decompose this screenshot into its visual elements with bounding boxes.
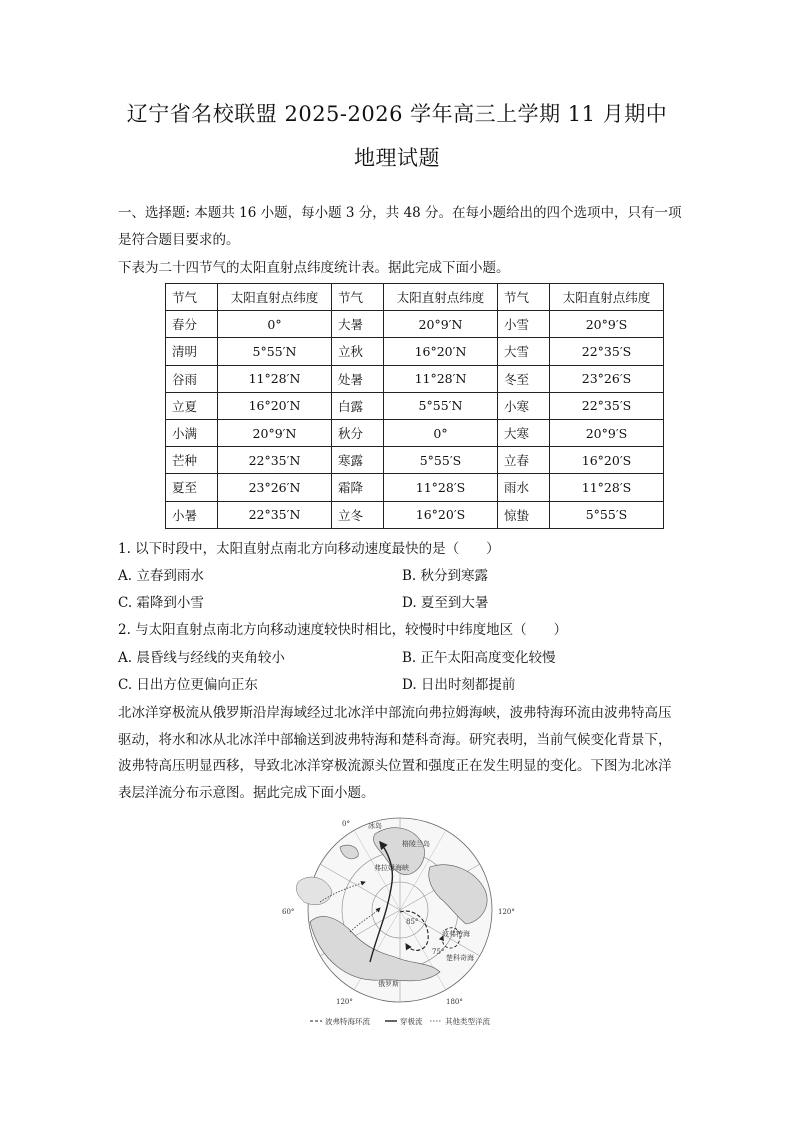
table-cell: 谷雨 <box>166 365 218 392</box>
lat-85-label: 85° <box>406 918 419 926</box>
header-cell: 节气 <box>166 284 218 311</box>
table-cell: 5°55′N <box>218 338 332 365</box>
table-cell: 白露 <box>332 392 384 419</box>
q1-option-d[interactable]: D. 夏至到大暑 <box>402 595 489 611</box>
header-cell: 节气 <box>498 284 550 311</box>
table-cell: 22°35′N <box>218 501 332 528</box>
q1-option-a[interactable]: A. 立春到雨水 <box>118 568 204 584</box>
fram-strait-label: 弗拉姆海峡 <box>374 864 409 872</box>
table-cell: 22°35′S <box>550 338 664 365</box>
table-row <box>166 501 664 528</box>
table-cell: 小寒 <box>498 392 550 419</box>
solar-terms-table <box>165 283 664 529</box>
table-cell: 惊蛰 <box>498 501 550 528</box>
beaufort-sea-label: 波弗特海 <box>442 930 470 938</box>
legend-beaufort-text: 波弗特海环流 <box>325 1017 370 1026</box>
table-cell: 处暑 <box>332 365 384 392</box>
table-cell: 立夏 <box>166 392 218 419</box>
arctic-ocean-currents-map <box>280 812 518 1030</box>
table-cell: 20°9′S <box>550 311 664 338</box>
table-cell: 芒种 <box>166 447 218 474</box>
lat-75-label: 75° <box>432 948 445 956</box>
table-cell: 秋分 <box>332 419 384 446</box>
section-instructions: 一、选择题: 本题共 16 小题，每小题 3 分，共 48 分。在每小题给出的四个选项中，只有一项是符合题目要求的。 <box>118 205 682 248</box>
table-cell: 0° <box>384 419 498 446</box>
arctic-map-svg <box>280 812 518 1030</box>
table-cell: 大雪 <box>498 338 550 365</box>
table-row <box>166 447 664 474</box>
header-cell: 节气 <box>332 284 384 311</box>
russia-label: 俄罗斯 <box>378 980 399 988</box>
table-cell: 0° <box>218 311 332 338</box>
lon-120e-label: 120° <box>498 908 515 916</box>
iceland-label: 冰岛 <box>368 822 382 830</box>
table-cell: 23°26′N <box>218 474 332 501</box>
header-cell: 太阳直射点纬度 <box>550 284 664 311</box>
table-cell: 小满 <box>166 419 218 446</box>
header-cell: 太阳直射点纬度 <box>384 284 498 311</box>
chukchi-sea-label: 楚科奇海 <box>446 954 474 962</box>
table-cell: 5°55′S <box>550 501 664 528</box>
table-cell: 夏至 <box>166 474 218 501</box>
table-row <box>166 392 664 419</box>
table-cell: 5°55′S <box>384 447 498 474</box>
table-cell: 16°20′N <box>384 338 498 365</box>
table-cell: 冬至 <box>498 365 550 392</box>
table-intro: 下表为二十四节气的太阳直射点纬度统计表。据此完成下面小题。 <box>118 260 510 276</box>
q2-option-b[interactable]: B. 正午太阳高度变化较慢 <box>402 650 556 666</box>
table-cell: 11°28′S <box>550 474 664 501</box>
lon-60-label: 60° <box>282 908 295 916</box>
table-cell: 小暑 <box>166 501 218 528</box>
table-cell: 大寒 <box>498 419 550 446</box>
table-cell: 16°20′N <box>218 392 332 419</box>
table-row <box>166 365 664 392</box>
table-cell: 大暑 <box>332 311 384 338</box>
lon-120w-label: 120° <box>336 998 353 1006</box>
table-cell: 11°28′S <box>384 474 498 501</box>
table-cell: 立春 <box>498 447 550 474</box>
table-cell: 20°9′N <box>218 419 332 446</box>
passage-arctic-currents: 北冰洋穿极流从俄罗斯沿岸海域经过北冰洋中部流向弗拉姆海峡，波弗特海环流由波弗特高压驱动，将水和冰从北冰洋中部输送到波弗特海和楚科奇海。研究表明，当前气候变化背景下，波弗特高压明显西移，导致北冰洋穿极流源头位置和强度正在发生明显的变化。下图为北冰洋表层洋流分布示意图。据此完成下面小题。 <box>118 705 672 801</box>
q2-option-d[interactable]: D. 日出时刻都提前 <box>402 677 516 693</box>
table-cell: 立秋 <box>332 338 384 365</box>
table-row <box>166 474 664 501</box>
exam-title: 辽宁省名校联盟 2025-2026 学年高三上学期 11 月期中 <box>126 102 668 126</box>
legend-transpolar-text: 穿极流 <box>400 1017 423 1026</box>
table-cell: 霜降 <box>332 474 384 501</box>
table-row <box>166 311 664 338</box>
table-cell: 春分 <box>166 311 218 338</box>
table-cell: 16°20′S <box>384 501 498 528</box>
table-cell: 16°20′S <box>550 447 664 474</box>
table-cell: 立冬 <box>332 501 384 528</box>
table-cell: 小雪 <box>498 311 550 338</box>
table-cell: 23°26′S <box>550 365 664 392</box>
question-2-stem: 2. 与太阳直射点南北方向移动速度较快时相比，较慢时中纬度地区（ ） <box>118 622 568 638</box>
greenland-label: 格陵兰岛 <box>402 840 430 848</box>
lon-0-label: 0° <box>342 820 350 828</box>
table-cell: 11°28′N <box>384 365 498 392</box>
table-row <box>166 338 664 365</box>
q2-option-a[interactable]: A. 晨昏线与经线的夹角较小 <box>118 650 285 666</box>
table-row <box>166 419 664 446</box>
q1-option-c[interactable]: C. 霜降到小雪 <box>118 595 204 611</box>
table-cell: 雨水 <box>498 474 550 501</box>
lon-180-label: 180° <box>446 998 463 1006</box>
table-cell: 20°9′S <box>550 419 664 446</box>
q2-option-c[interactable]: C. 日出方位更偏向正东 <box>118 677 258 693</box>
legend-other-text: 其他类型洋流 <box>445 1017 490 1026</box>
table-header-row <box>166 284 664 311</box>
header-cell: 太阳直射点纬度 <box>218 284 332 311</box>
table-cell: 11°28′N <box>218 365 332 392</box>
table-cell: 20°9′N <box>384 311 498 338</box>
table-cell: 22°35′S <box>550 392 664 419</box>
exam-subtitle: 地理试题 <box>354 146 440 170</box>
question-1-stem: 1. 以下时段中，太阳直射点南北方向移动速度最快的是（ ） <box>118 541 500 557</box>
table-cell: 22°35′N <box>218 447 332 474</box>
table-cell: 5°55′N <box>384 392 498 419</box>
table-cell: 寒露 <box>332 447 384 474</box>
table-cell: 清明 <box>166 338 218 365</box>
q1-option-b[interactable]: B. 秋分到寒露 <box>402 568 489 584</box>
